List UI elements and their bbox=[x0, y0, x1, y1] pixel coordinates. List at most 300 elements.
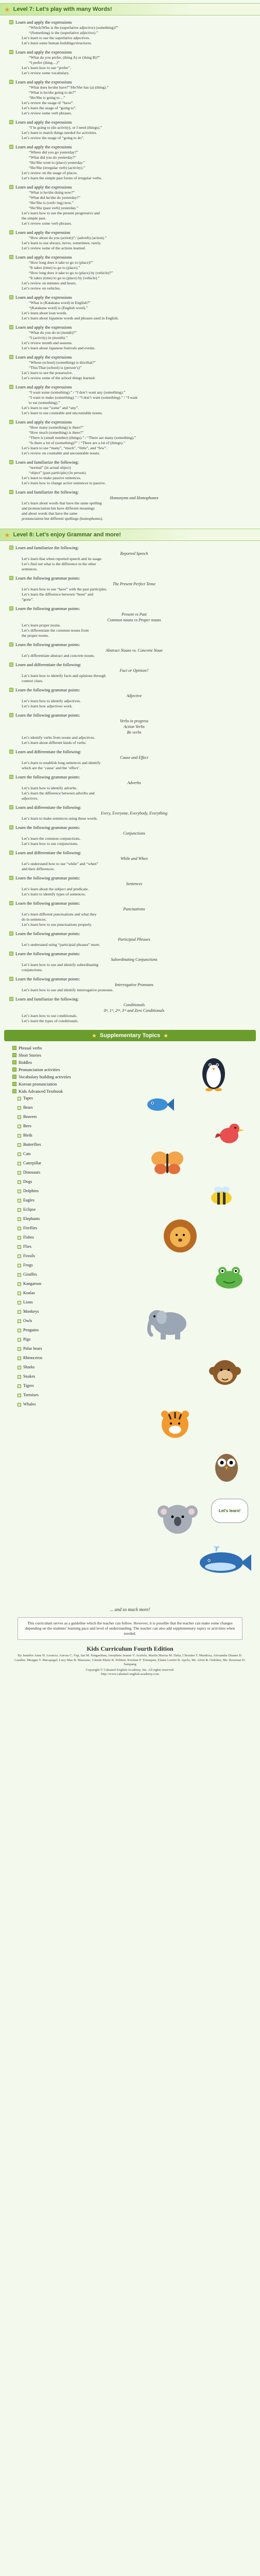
lesson-description: Let’s learn proper nouns. bbox=[22, 623, 61, 628]
lesson-heading-text: Learn the following grammar points: bbox=[15, 825, 80, 830]
bullet-icon bbox=[12, 1046, 16, 1050]
lesson-description: Let’s learn how to use the present progressive and bbox=[22, 211, 100, 215]
lesson-description: Let’s review on vehicles. bbox=[22, 286, 61, 291]
spacer bbox=[15, 181, 253, 184]
lesson-heading-text: Learn and differentiate the following: bbox=[15, 662, 81, 667]
lesson-heading bbox=[15, 144, 253, 150]
example-expression: “(Katakana word) is (English word).” bbox=[29, 306, 88, 310]
lesson-description: pronunciation but different spellings (homophones). bbox=[22, 516, 103, 521]
star-icon: ★ bbox=[4, 5, 10, 13]
animal-label: Koalas bbox=[23, 1291, 35, 1295]
animal-label: Cats bbox=[23, 1151, 31, 1156]
animal-label: Giraffes bbox=[23, 1272, 37, 1277]
bullet-icon bbox=[9, 145, 13, 149]
topic-label: Kids Advanced Textbook bbox=[19, 1089, 63, 1094]
spacer bbox=[15, 993, 253, 996]
more-text: ... and so much more! bbox=[110, 1607, 150, 1612]
lesson-description: “gone”. bbox=[22, 597, 34, 602]
lesson-description: Let’s learn some human buildings/structures. bbox=[22, 41, 92, 45]
bullet-icon bbox=[18, 1199, 21, 1202]
animal-label: Owls bbox=[23, 1318, 32, 1323]
bullet-icon bbox=[18, 1134, 21, 1138]
lesson-description: Let’s review on countable and uncountable nouns. bbox=[22, 451, 100, 455]
bullet-icon bbox=[18, 1384, 21, 1388]
lesson-description: Let’s review some of the actions learned. bbox=[22, 246, 86, 250]
lesson-heading bbox=[15, 545, 253, 551]
lesson-heading-text: Learn and differentiate the following: bbox=[15, 749, 81, 754]
spacer bbox=[15, 141, 253, 144]
lesson-heading bbox=[15, 850, 253, 856]
animal-label: Elephants bbox=[23, 1216, 40, 1221]
lesson-heading-text: Learn and familiarize the following: bbox=[15, 996, 79, 1002]
lesson-description: Let’s learn how to use and identify subordinating bbox=[22, 962, 99, 967]
topic-label: Phrasal verbs bbox=[19, 1045, 42, 1050]
spacer bbox=[15, 351, 253, 354]
bullet-icon bbox=[18, 1301, 21, 1304]
bullet-icon bbox=[18, 1143, 21, 1147]
level-8-lessons bbox=[0, 545, 260, 1024]
example-expression: “Where did you go yesterday?” bbox=[29, 150, 78, 155]
bullet-icon bbox=[18, 1180, 21, 1184]
animal-label: Bees bbox=[23, 1124, 31, 1128]
topic-label: Korean pronunciation bbox=[19, 1081, 57, 1087]
lesson-heading bbox=[15, 325, 253, 330]
bullet-icon bbox=[9, 606, 13, 611]
lesson-description: Let’s learn to use always, never, sometimes, rarely. bbox=[22, 241, 101, 245]
lesson-description: Let’s learn the simple past forms of irregular verbs. bbox=[22, 176, 102, 180]
lesson-description: Let’s learn to use “some” and “any”. bbox=[22, 405, 79, 410]
spacer bbox=[15, 872, 253, 875]
animal-label: Fireflies bbox=[23, 1226, 38, 1230]
lesson-heading bbox=[15, 749, 253, 755]
bullet-icon bbox=[18, 1366, 21, 1369]
example-expression: “He/She (past verb) yesterday.” bbox=[29, 206, 79, 210]
lesson-heading-text: Learn and apply the expressions bbox=[15, 120, 72, 125]
lesson-heading-text: Learn the following grammar points: bbox=[15, 687, 80, 692]
footer-authors: By Jennifer Anne H. Leoncio, Aurora C. Fuji, Ian M. Panganiban, Josephine Jeanne V. Acefelo, Marilu Marisa M. Daba, Christine T. Mendoza, Alexandra Dianne D. Gaudier, Meagan V. Macapagal, Lucy Mae B. Manzano, Glenda Marie R. Poblete, Kristine P. Tomaquin, Elaine Lorriet B. Apolo, Mr. Alvin B. Ordoñez, Ms. Rosemae D. Sampang bbox=[14, 1654, 246, 1666]
example-expression: “He/She is (verb+ing) now.” bbox=[29, 200, 74, 205]
lesson-heading bbox=[15, 805, 253, 810]
lesson-heading bbox=[15, 49, 253, 55]
topic-label: Riddles bbox=[19, 1060, 32, 1065]
lesson-heading-text: Learn and differentiate the following: bbox=[15, 805, 81, 810]
lesson-description: Let’s learn to use countable and uncountable nouns. bbox=[22, 411, 103, 415]
spacer bbox=[15, 973, 253, 976]
animal-label: Fossils bbox=[23, 1253, 35, 1258]
example-expression: “What did you do yesterday?” bbox=[29, 155, 76, 160]
lesson-heading-text: Learn and apply the expressions bbox=[15, 354, 72, 360]
bullet-icon bbox=[18, 1292, 21, 1295]
spacer bbox=[15, 251, 253, 255]
lesson-description: Let’s learn how to change active sentences to passive. bbox=[22, 481, 106, 485]
lesson-description: Let’s understand how to use “while” and “when” bbox=[22, 861, 98, 866]
lesson-heading bbox=[15, 255, 253, 260]
example-expression: “(Something) is the (superlative adjective).” bbox=[29, 30, 98, 35]
lesson-heading-text: Learn and apply the expressions bbox=[15, 295, 72, 300]
example-expression: “How about do you (action)? / (adverb) (action).” bbox=[29, 235, 107, 240]
animal-label: Eagles bbox=[23, 1198, 34, 1202]
bullet-icon bbox=[9, 50, 13, 54]
bullet-icon bbox=[18, 1245, 21, 1249]
animal-label: Dolphins bbox=[23, 1189, 39, 1193]
bird-illustration bbox=[211, 1117, 247, 1148]
lesson-description: Let’s learn about loan words. bbox=[22, 311, 67, 315]
bullet-icon bbox=[18, 1347, 21, 1351]
grammar-topic: 0ˢᵗ, 1ˢᵗ, 2ⁿᵈ, 3ʳᵈ and Zero Conditionals bbox=[103, 1008, 165, 1013]
bullet-icon bbox=[18, 1190, 21, 1193]
grammar-topic: Subordinating Conjunctions bbox=[111, 957, 158, 962]
illustrations bbox=[134, 1045, 260, 1607]
lesson-heading bbox=[15, 295, 253, 300]
grammar-topic: Sentences bbox=[126, 882, 143, 886]
example-expression: “object” (past participle) (in person). bbox=[29, 470, 86, 475]
lesson-description: Let’s review some verb phrases. bbox=[22, 221, 72, 226]
animal-label: Kangaroos bbox=[23, 1281, 42, 1286]
lesson-heading-text: Learn and apply the expressions bbox=[15, 384, 72, 389]
animal-label: Tigers bbox=[23, 1383, 34, 1388]
bullet-icon bbox=[9, 931, 13, 936]
lesson-description: Let’s learn the usage of “going to”. bbox=[22, 106, 77, 110]
frog-illustration bbox=[211, 1262, 247, 1290]
spacer bbox=[15, 456, 253, 460]
bullet-icon bbox=[18, 1310, 21, 1314]
spacer bbox=[15, 116, 253, 120]
spacer bbox=[15, 947, 253, 951]
lesson-heading-text: Learn and apply the expressions bbox=[15, 144, 72, 149]
spacer bbox=[15, 291, 253, 295]
example-expression: “This/That (school) is (person’s)” bbox=[29, 365, 82, 370]
bullet-icon bbox=[18, 1106, 21, 1110]
lesson-description: Let’s learn about the subject and predicate. bbox=[22, 887, 89, 891]
grammar-topic: Punctuations bbox=[123, 907, 145, 911]
lesson-heading bbox=[15, 606, 253, 612]
grammar-topic: Participial Phrases bbox=[118, 937, 150, 942]
bullet-icon bbox=[12, 1067, 16, 1072]
lesson-description: Let’s learn to use “many”, “much”, “little”, and “few”. bbox=[22, 446, 108, 450]
lesson-heading bbox=[15, 20, 253, 25]
example-expression: “It takes (time) to go to (place).” bbox=[29, 265, 80, 270]
grammar-topic: Adverbs bbox=[127, 781, 141, 785]
level-8-banner bbox=[0, 529, 260, 541]
star-icon: ★ bbox=[4, 531, 10, 539]
lesson-description: do in sentences. bbox=[22, 917, 47, 922]
lesson-description: Let’s learn to use the possessive. bbox=[22, 370, 73, 375]
bullet-icon bbox=[18, 1208, 21, 1212]
lesson-heading-text: Learn the following grammar points: bbox=[15, 642, 80, 647]
level-7-lessons bbox=[0, 20, 260, 521]
lesson-heading-text: Learn the following grammar points: bbox=[15, 931, 80, 936]
bullet-icon bbox=[12, 1089, 16, 1093]
spacer bbox=[15, 821, 253, 825]
spacer bbox=[15, 602, 253, 606]
lesson-heading-text: Learn and apply the expressions bbox=[15, 79, 72, 84]
grammar-topic: Adjective bbox=[126, 693, 142, 698]
level-8-title: Level 8: Let’s enjoy Grammar and more! bbox=[13, 532, 121, 538]
lesson-description: Let’s learn to use the superlative adjectives. bbox=[22, 36, 90, 40]
spacer bbox=[15, 897, 253, 901]
example-expression: “How much (something) is there?” bbox=[29, 430, 84, 435]
supplementary-section bbox=[0, 1045, 260, 1607]
example-expression: “Whose (school) (something) is this/that?” bbox=[29, 360, 96, 365]
bullet-icon bbox=[9, 230, 13, 234]
footer-url[interactable]: http://www.cabamel-english-academy.com bbox=[101, 1672, 159, 1676]
bullet-icon bbox=[9, 977, 13, 981]
bullet-icon bbox=[18, 1255, 21, 1258]
lion-illustration bbox=[160, 1215, 201, 1257]
spacer bbox=[15, 927, 253, 931]
example-expression: “What did he/she do yesterday?” bbox=[29, 195, 80, 200]
animal-label: Frogs bbox=[23, 1263, 33, 1267]
grammar-topic: Fact or Opinion? bbox=[119, 668, 149, 673]
lesson-heading bbox=[15, 875, 253, 881]
lesson-description: Let’s review some vocabulary. bbox=[22, 71, 70, 75]
bullet-icon bbox=[9, 901, 13, 905]
bullet-icon bbox=[18, 1282, 21, 1286]
example-expression: “I’m going to (do activity), or I need (things).” bbox=[29, 125, 102, 130]
lesson-heading-text: Learn and apply the expressions bbox=[15, 20, 72, 25]
example-expression: “What do you prefer, (thing A) or (thing B)?” bbox=[29, 55, 100, 60]
lesson-description: which are the ‘cause’ and the ‘effect’. bbox=[22, 766, 81, 770]
animal-label: Snakes bbox=[23, 1374, 36, 1379]
grammar-topic: Conditionals bbox=[123, 1003, 145, 1007]
bullet-icon bbox=[18, 1394, 21, 1397]
bullet-icon bbox=[18, 1125, 21, 1128]
spacer bbox=[15, 486, 253, 489]
bullet-icon bbox=[9, 255, 13, 259]
animal-label: Caterpillar bbox=[23, 1161, 42, 1165]
grammar-topic: Interrogative Pronouns bbox=[115, 982, 153, 987]
animal-label: Whales bbox=[23, 1402, 36, 1406]
bullet-icon bbox=[9, 997, 13, 1001]
lesson-description: context clues. bbox=[22, 679, 43, 683]
grammar-topic: Reported Speech bbox=[120, 551, 148, 556]
bullet-icon bbox=[9, 460, 13, 464]
spacer bbox=[15, 76, 253, 79]
bullet-icon bbox=[12, 1075, 16, 1079]
monkey-illustration bbox=[206, 1354, 245, 1393]
example-expression: “He/She went to (place) yesterday.” bbox=[29, 160, 85, 165]
lesson-description: Let’s learn about words that have the same spelling bbox=[22, 501, 102, 505]
lesson-heading-text: Learn and apply the expressions bbox=[15, 419, 72, 425]
example-expression: “What do you do in (month)?” bbox=[29, 330, 77, 335]
lesson-description: Let’s review on the usage of places. bbox=[22, 171, 78, 175]
grammar-topic: Be verbs bbox=[127, 730, 142, 735]
bullet-icon bbox=[18, 1097, 21, 1100]
lesson-description: Let’s learn how to use conditionals. bbox=[22, 1013, 77, 1018]
tiger-illustration bbox=[154, 1406, 196, 1442]
lesson-description: Let’s review some verb phrases. bbox=[22, 111, 72, 115]
spacer bbox=[15, 321, 253, 325]
lesson-heading bbox=[15, 79, 253, 85]
example-expression: to eat (something).” bbox=[29, 400, 60, 405]
lesson-description: the simple past. bbox=[22, 216, 46, 221]
whale-illustration bbox=[196, 1545, 252, 1576]
lesson-heading-text: Learn the following grammar points: bbox=[15, 606, 80, 611]
lesson-heading bbox=[15, 951, 253, 957]
example-expression: “What is (Katakana word) in English?” bbox=[29, 300, 91, 305]
example-expression: “normal” (in actual object) bbox=[29, 465, 71, 470]
bullet-icon bbox=[9, 20, 13, 24]
lesson-heading bbox=[15, 662, 253, 668]
bullet-icon bbox=[18, 1329, 21, 1332]
spacer bbox=[15, 226, 253, 230]
lesson-description: Let’s learn the types of conditionals. bbox=[22, 1019, 79, 1023]
animal-label: Pigs bbox=[23, 1337, 31, 1342]
lesson-heading bbox=[15, 384, 253, 390]
butterfly-illustration bbox=[149, 1148, 185, 1177]
example-expression: “How long does it take to go to (place) by (vehicle)?” bbox=[29, 270, 113, 275]
example-expression: “Which/Who is the (superlative adjective) (something)?” bbox=[29, 25, 118, 30]
bullet-icon bbox=[9, 185, 13, 189]
animal-label: Fishes bbox=[23, 1235, 34, 1240]
lesson-heading bbox=[15, 460, 253, 465]
lesson-description: Let’s learn how to use “have” with the past participles. bbox=[22, 587, 108, 591]
bullet-icon bbox=[18, 1153, 21, 1156]
example-expression: “What does he/she have?”/He/She has (a) (thing).” bbox=[29, 85, 109, 90]
lesson-heading-text: Learn and apply the expressions bbox=[15, 325, 72, 330]
lesson-description: and pronunciation but have different meanings bbox=[22, 506, 95, 511]
example-expression: “I want to make (something).” / “I don’t want (something).” / “I want bbox=[29, 395, 138, 400]
bullet-icon bbox=[9, 355, 13, 359]
example-expression: “How many (something) is there?” bbox=[29, 425, 84, 430]
lesson-description: Let’s differentiate the common nouns from bbox=[22, 628, 89, 633]
lesson-description: Let’s learn how to use punctuations properly. bbox=[22, 922, 92, 927]
curriculum-note: This curriculum serves as a guideline which the teacher can follow. However, it is possible that the teacher can make some changes depending on the students’ learning pace and level of understanding. The teacher can also add supplementary topics or activities when needed. bbox=[18, 1617, 242, 1640]
grammar-topic: Every, Everyone, Everybody, Everything bbox=[100, 811, 168, 816]
bullet-icon bbox=[18, 1264, 21, 1267]
lesson-description: Let’s identify verbs from nouns and adjectives. bbox=[22, 735, 95, 740]
animal-label: Eclipse bbox=[23, 1207, 36, 1212]
lesson-description: Let’s learn to match things needed for activities. bbox=[22, 130, 97, 135]
example-expression: “I want some (something).” / “I don’t want any (something).” bbox=[29, 390, 126, 395]
spacer bbox=[15, 416, 253, 419]
grammar-topic: Present vs Past bbox=[121, 612, 147, 617]
bullet-icon bbox=[9, 490, 13, 494]
level-7-banner bbox=[0, 3, 260, 15]
animal-label: Tortoises bbox=[23, 1393, 39, 1397]
lesson-description: Let’s learn about Japanese words and phrases used in English. bbox=[22, 316, 119, 320]
bee-illustration bbox=[206, 1184, 237, 1208]
spacer bbox=[15, 684, 253, 687]
lesson-heading-text: Learn the following grammar points: bbox=[15, 713, 80, 718]
lesson-description: and their differences. bbox=[22, 867, 55, 871]
lesson-heading bbox=[15, 996, 253, 1002]
spacer bbox=[15, 46, 253, 49]
lesson-description: Let’s learn how to use and identify interrogative pronouns. bbox=[22, 988, 114, 992]
footer-title: Kids Curriculum Fourth Edition bbox=[86, 1645, 174, 1652]
lesson-heading bbox=[15, 931, 253, 937]
animal-label: Bears bbox=[23, 1105, 33, 1110]
lesson-heading bbox=[15, 120, 253, 125]
bullet-icon bbox=[12, 1082, 16, 1086]
lesson-heading bbox=[15, 825, 253, 831]
lesson-description: Let’s review the usage of “going to do”. bbox=[22, 135, 84, 140]
bullet-icon bbox=[9, 80, 13, 84]
example-expression: “He/She (irregular verb) (activity).” bbox=[29, 165, 85, 170]
penguin-illustration bbox=[196, 1050, 232, 1092]
spacer bbox=[15, 801, 253, 805]
bullet-icon bbox=[9, 120, 13, 124]
bullet-icon bbox=[9, 420, 13, 424]
supplementary-banner bbox=[4, 1030, 256, 1041]
grammar-topic: While and When bbox=[120, 856, 148, 861]
star-icon: ★ bbox=[92, 1032, 97, 1039]
bullet-icon bbox=[18, 1217, 21, 1221]
spacer bbox=[15, 658, 253, 662]
lesson-description: Let’s review on minutes and hours. bbox=[22, 281, 77, 285]
bullet-icon bbox=[9, 385, 13, 389]
lesson-description: the proper nouns. bbox=[22, 633, 49, 638]
example-expression: “I (activity) in (month).” bbox=[29, 335, 68, 340]
footer-copyright: Copyright © Cabamel English Academy, Inc. All rights reserved. bbox=[85, 1668, 175, 1672]
lesson-description: Let’s learn to establish long sentences and identify bbox=[22, 760, 101, 765]
grammar-topic: Common nouns vs Proper nouns bbox=[107, 618, 161, 622]
lesson-heading bbox=[15, 184, 253, 190]
grammar-topic: Verbs in progress bbox=[119, 719, 149, 723]
lesson-heading bbox=[15, 642, 253, 648]
lesson-heading-text: Learn the following grammar points: bbox=[15, 875, 80, 880]
topic-label: Vocabulary building activities bbox=[19, 1074, 71, 1079]
lesson-heading bbox=[15, 687, 253, 693]
lesson-description: adjectives. bbox=[22, 796, 39, 801]
star-icon: ★ bbox=[163, 1032, 168, 1039]
animal-label: Dinosaurs bbox=[23, 1170, 41, 1175]
spacer bbox=[15, 771, 253, 774]
lesson-description: Let’s learn the common conjunctions. bbox=[22, 836, 81, 841]
lesson-description: sentences. bbox=[22, 567, 38, 571]
bullet-icon bbox=[9, 750, 13, 754]
lesson-heading-text: Learn and familiarize the following: bbox=[15, 489, 79, 495]
elephant-illustration bbox=[144, 1303, 193, 1342]
example-expression: “Is there a lot of (something)?” / “There are a lot of (things).” bbox=[29, 440, 126, 445]
spacer bbox=[15, 709, 253, 713]
lesson-heading-text: Learn and apply the expression bbox=[15, 230, 71, 235]
lesson-heading-text: Learn and familiarize the following: bbox=[15, 545, 79, 550]
speech-bubble: Let's learn! bbox=[211, 1499, 248, 1523]
lesson-heading-text: Learn the following grammar points: bbox=[15, 951, 80, 956]
bullet-icon bbox=[18, 1338, 21, 1342]
lesson-description: Let’s learn the difference between “been” and bbox=[22, 592, 94, 597]
bullet-icon bbox=[18, 1375, 21, 1379]
bullet-icon bbox=[9, 295, 13, 299]
bullet-icon bbox=[9, 952, 13, 956]
lesson-heading bbox=[15, 419, 253, 425]
lesson-heading bbox=[15, 713, 253, 718]
bullet-icon bbox=[18, 1171, 21, 1175]
lesson-heading bbox=[15, 774, 253, 780]
topic-label: Short Stories bbox=[19, 1053, 42, 1058]
lesson-heading bbox=[15, 230, 253, 235]
spacer bbox=[15, 638, 253, 642]
spacer bbox=[15, 846, 253, 850]
lesson-description: Let’s review month and seasons. bbox=[22, 341, 73, 345]
level-7-title: Level 7: Let’s play with many Words! bbox=[13, 6, 112, 12]
animal-label: Polar bears bbox=[23, 1346, 42, 1351]
lesson-description: Let’s learn how to identify adjectives. bbox=[22, 699, 81, 703]
lesson-heading-text: Learn and apply the expressions bbox=[15, 184, 72, 190]
animal-label: Dogs bbox=[23, 1179, 32, 1184]
grammar-topic: Action Verbs bbox=[124, 724, 145, 729]
owl-illustration bbox=[211, 1447, 242, 1483]
bullet-icon bbox=[9, 688, 13, 692]
lesson-description: Let’s learn how to use conjunctions. bbox=[22, 841, 78, 846]
animal-label: Flies bbox=[23, 1244, 31, 1249]
lesson-description: Let’s learn how to identify facts and opinions through bbox=[22, 673, 106, 678]
bullet-icon bbox=[18, 1227, 21, 1230]
lesson-heading bbox=[15, 489, 253, 495]
spacer bbox=[15, 745, 253, 749]
example-expression: “What is he/she going to do?” bbox=[29, 90, 76, 95]
